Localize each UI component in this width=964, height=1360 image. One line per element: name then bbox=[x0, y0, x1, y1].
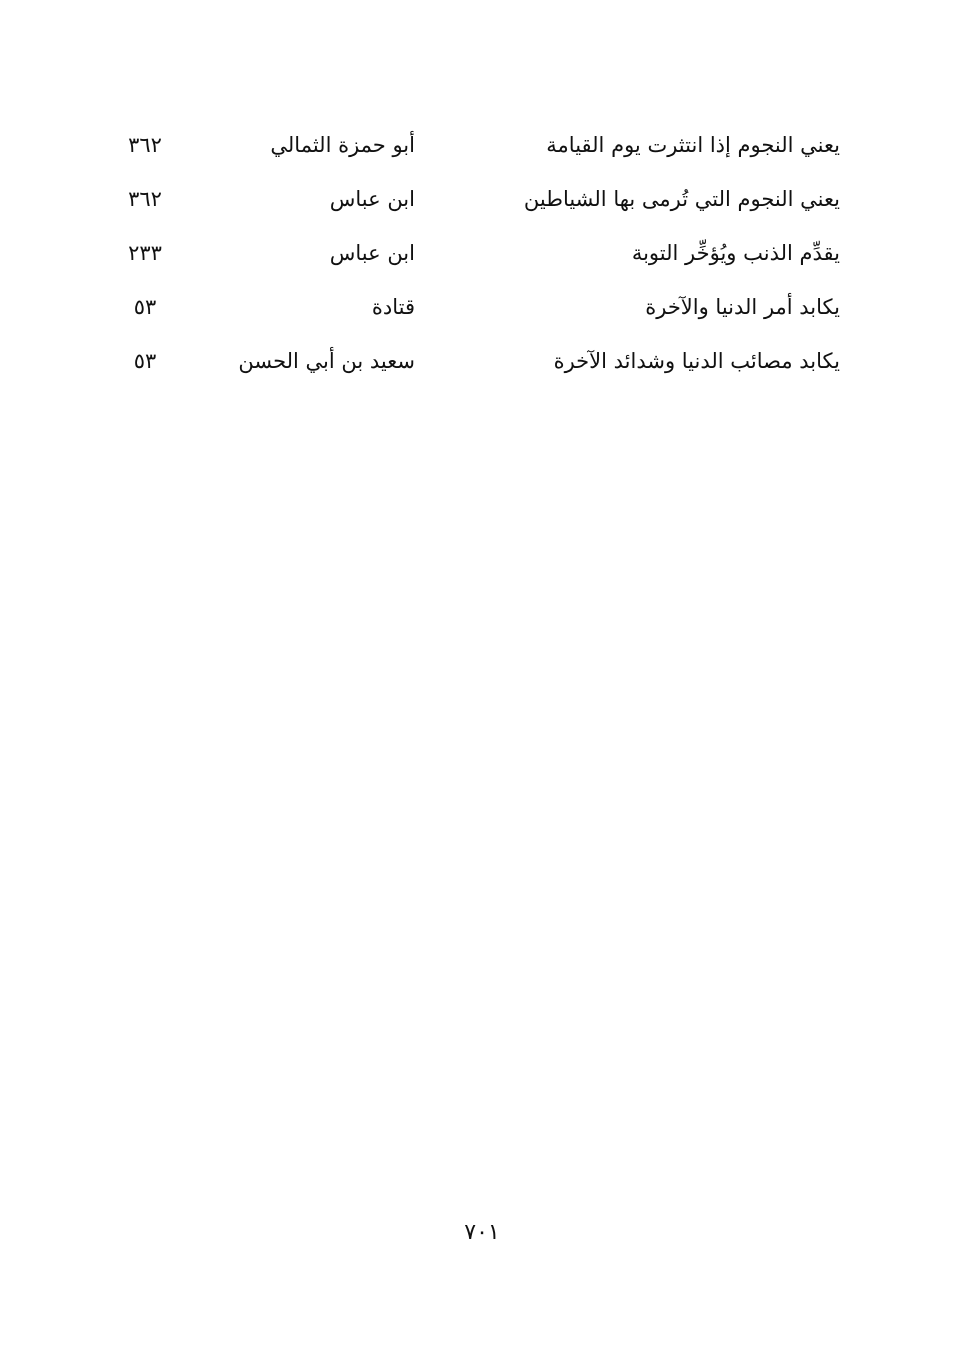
entry-narrator: قتادة bbox=[371, 295, 415, 319]
entry-narrator: أبو حمزة الثمالي bbox=[270, 133, 415, 157]
entry-phrase: يكابد مصائب الدنيا وشدائد الآخرة bbox=[553, 349, 840, 373]
entry-page-reference: ٢٣٣ bbox=[128, 241, 162, 265]
entry-narrator: سعيد بن أبي الحسن bbox=[238, 349, 415, 373]
entry-page-reference: ٥٣ bbox=[133, 349, 157, 373]
entry-narrator: ابن عباس bbox=[329, 241, 415, 265]
entry-phrase: يكابد أمر الدنيا والآخرة bbox=[645, 295, 840, 319]
index-row bbox=[110, 172, 840, 226]
index-row bbox=[110, 226, 840, 280]
index-row bbox=[110, 280, 840, 334]
index-table bbox=[110, 118, 840, 388]
entry-page-reference: ٣٦٢ bbox=[128, 133, 162, 157]
index-row bbox=[110, 118, 840, 172]
index-row bbox=[110, 334, 840, 388]
entry-phrase: يعني النجوم إذا انتثرت يوم القيامة bbox=[546, 133, 840, 157]
entry-phrase: يقدِّم الذنب ويُؤخِّر التوبة bbox=[631, 241, 840, 265]
entry-narrator: ابن عباس bbox=[329, 187, 415, 211]
entry-page-reference: ٥٣ bbox=[133, 295, 157, 319]
page-number: ٧٠١ bbox=[464, 1220, 500, 1245]
entry-page-reference: ٣٦٢ bbox=[128, 187, 162, 211]
entry-phrase: يعني النجوم التي تُرمى بها الشياطين bbox=[523, 187, 840, 211]
